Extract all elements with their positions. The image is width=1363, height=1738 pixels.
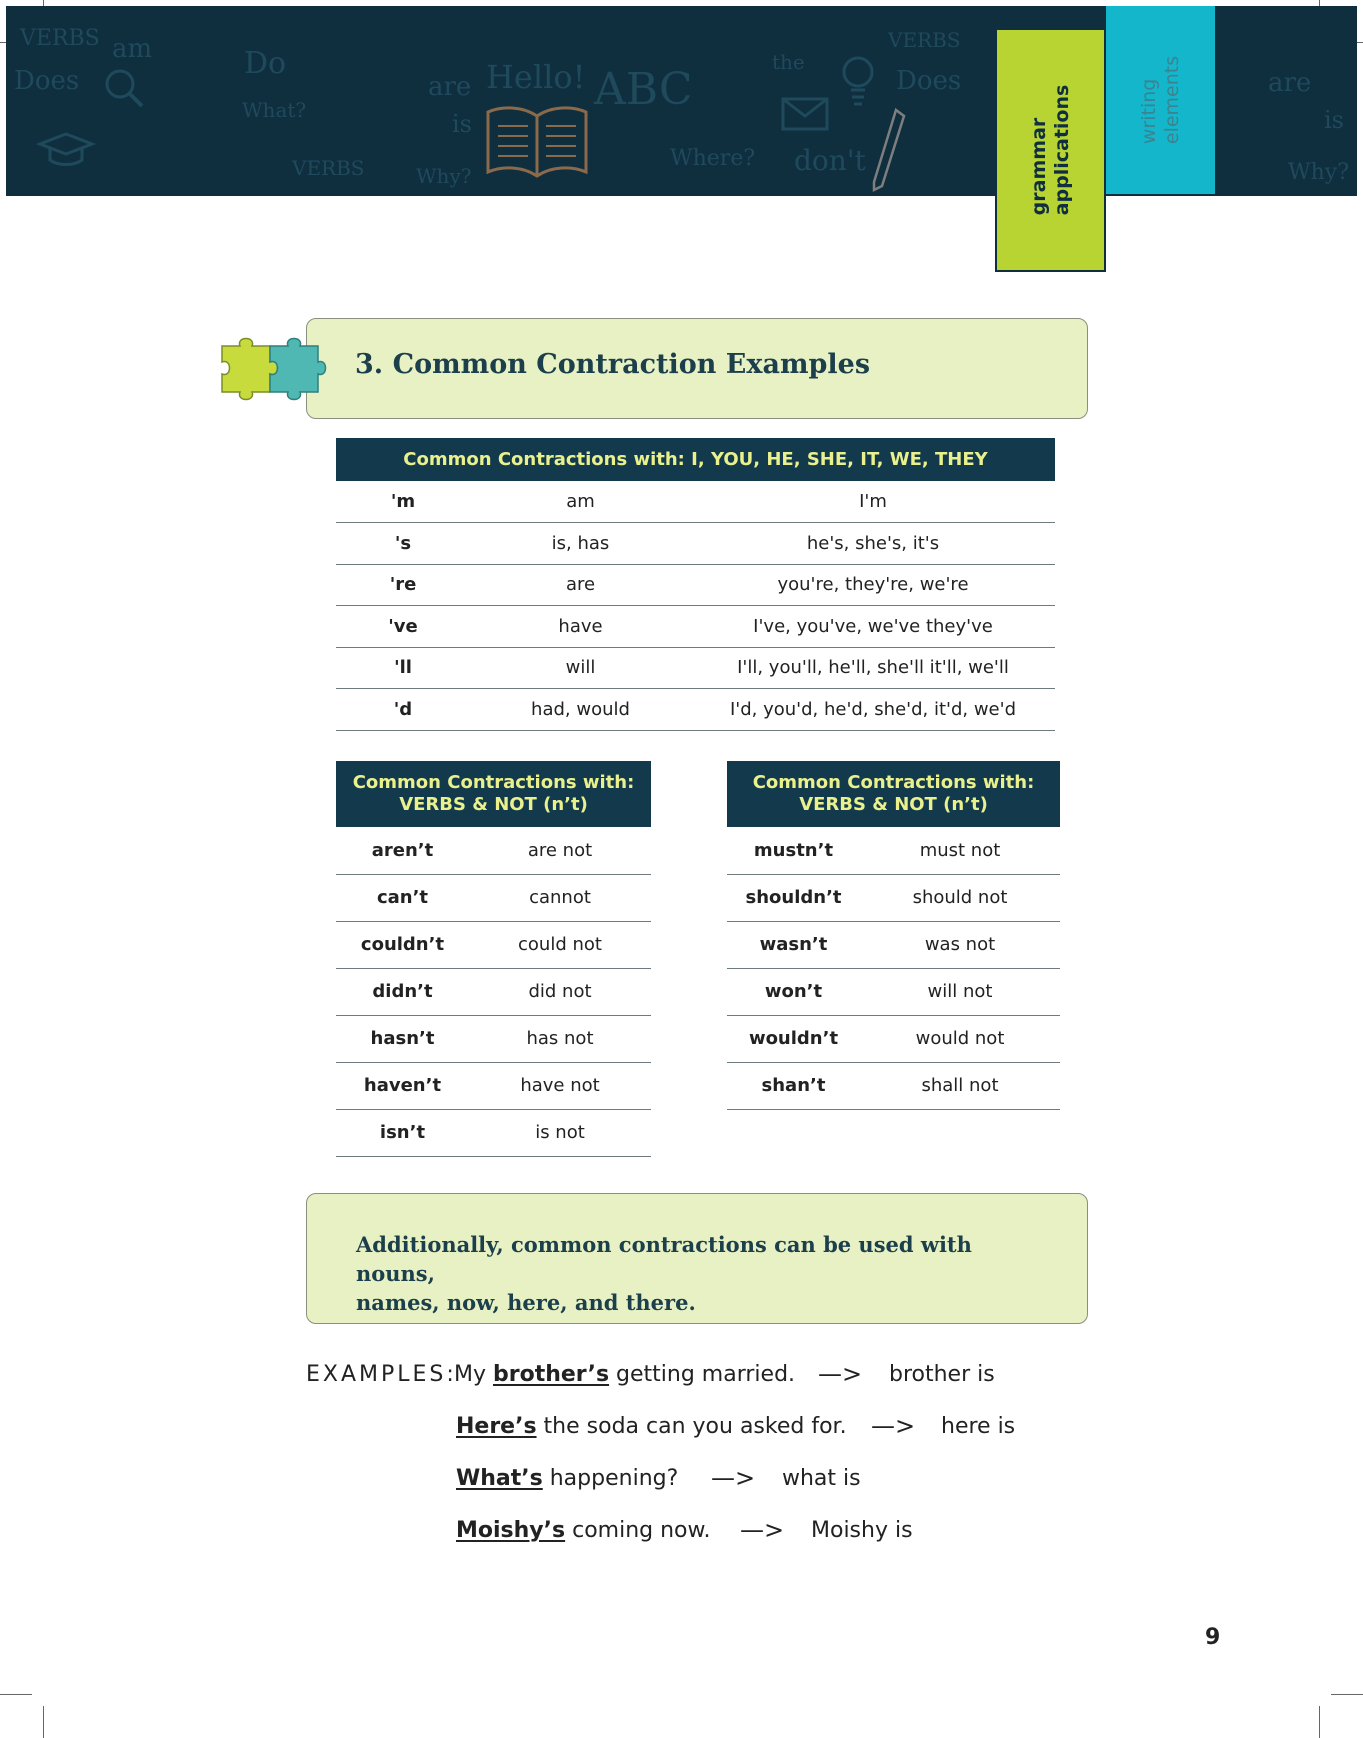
tab-writing-line1: writing (1137, 78, 1160, 145)
doodle-text: Does (896, 66, 962, 96)
section-title: 3. Common Contraction Examples (355, 349, 871, 380)
verb-contractions-table-left (336, 761, 651, 1157)
table-header: Common Contractions with: I, YOU, HE, SHE, IT, WE, THEY (336, 438, 1055, 481)
doodle-text: are (1268, 68, 1312, 98)
examples-label: EXAMPLES: (306, 1362, 457, 1387)
contraction-meaning: have (470, 606, 691, 648)
example-result: here is (941, 1414, 1016, 1439)
example-sentence (456, 1466, 678, 1491)
example-sentence (456, 1414, 847, 1439)
expansion: have not (469, 1062, 651, 1109)
expansion: could not (469, 921, 651, 968)
contraction-examples: I'd, you'd, he'd, she'd, it'd, we'd (691, 689, 1055, 731)
example-result: brother is (889, 1362, 995, 1387)
doodle-text: Why? (1288, 160, 1350, 185)
magnifier-icon (102, 66, 146, 110)
contraction-examples: you're, they're, we're (691, 564, 1055, 606)
table-row (336, 523, 1055, 565)
pencil-icon (868, 106, 908, 196)
example-sentence (454, 1362, 795, 1387)
contraction: isn’t (336, 1109, 469, 1156)
note-text (356, 1230, 1036, 1317)
crop-mark (1331, 1694, 1363, 1695)
pronoun-contractions-table (336, 438, 1055, 731)
arrow-icon: —> (711, 1464, 756, 1492)
example-post: coming now. (565, 1518, 711, 1543)
doodle-text: Why? (416, 164, 472, 188)
expansion: did not (469, 968, 651, 1015)
lightbulb-icon (838, 52, 878, 112)
expansion: would not (860, 1015, 1060, 1062)
example-contraction: What’s (456, 1466, 543, 1491)
doodle-text: Do (244, 46, 287, 81)
example-contraction: Moishy’s (456, 1518, 566, 1543)
example-post: the soda can you asked for. (536, 1414, 847, 1439)
example-contraction: Here’s (456, 1414, 537, 1439)
doodle-text: Hello! (486, 58, 586, 96)
expansion: is not (469, 1109, 651, 1156)
graduation-cap-icon (36, 130, 96, 170)
contraction: wouldn’t (727, 1015, 860, 1062)
doodle-text: are (428, 72, 472, 102)
contraction-examples: I'm (691, 481, 1055, 523)
contraction-meaning: had, would (470, 689, 691, 731)
contraction-suffix: 'm (336, 481, 470, 523)
example-result: Moishy is (811, 1518, 913, 1543)
table-row (336, 1109, 651, 1156)
expansion: was not (860, 921, 1060, 968)
expansion: should not (860, 874, 1060, 921)
expansion: cannot (469, 874, 651, 921)
example-contraction: brother’s (493, 1362, 610, 1387)
doodle-text: Does (14, 66, 80, 96)
contraction-meaning: are (470, 564, 691, 606)
contraction: haven’t (336, 1062, 469, 1109)
envelope-icon (780, 96, 830, 132)
contraction-suffix: 're (336, 564, 470, 606)
table-row (336, 481, 1055, 523)
table-row (727, 968, 1060, 1015)
doodle-text: the (772, 50, 805, 74)
table-row (727, 827, 1060, 874)
tab-writing-label (1138, 56, 1184, 144)
contraction: wasn’t (727, 921, 860, 968)
table-header (727, 761, 1060, 827)
page-number: 9 (1205, 1625, 1221, 1650)
tab-grammar-line1: grammar (1027, 117, 1050, 216)
doodle-text: is (452, 110, 472, 138)
table-row (336, 827, 651, 874)
contraction: hasn’t (336, 1015, 469, 1062)
table-row (336, 606, 1055, 648)
contraction-suffix: 've (336, 606, 470, 648)
arrow-icon: —> (740, 1516, 785, 1544)
contraction-suffix: 's (336, 523, 470, 565)
contraction: didn’t (336, 968, 469, 1015)
table-row (336, 968, 651, 1015)
doodle-text: VERBS (20, 26, 100, 51)
contraction: couldn’t (336, 921, 469, 968)
table-row (727, 874, 1060, 921)
note-line1: Additionally, common contractions can be used with nouns, (356, 1232, 972, 1286)
contraction-examples: he's, she's, it's (691, 523, 1055, 565)
tab-grammar-label (1028, 85, 1074, 216)
table-header-line1: Common Contractions with: (352, 772, 635, 793)
table-row (336, 921, 651, 968)
contraction: shouldn’t (727, 874, 860, 921)
table-header (336, 761, 651, 827)
example-post: getting married. (609, 1362, 796, 1387)
table-row (336, 689, 1055, 731)
note-callout (306, 1193, 1088, 1324)
expansion: must not (860, 827, 1060, 874)
contraction-examples: I'll, you'll, he'll, she'll it'll, we'll (691, 647, 1055, 689)
table-header-line2: VERBS & NOT (n’t) (399, 794, 588, 815)
table-row (336, 564, 1055, 606)
contraction: shan’t (727, 1062, 860, 1109)
doodle-text: VERBS (888, 28, 961, 52)
section-title-box (306, 318, 1088, 419)
doodle-text: What? (242, 98, 307, 122)
doodle-text: Where? (670, 146, 756, 171)
expansion: shall not (860, 1062, 1060, 1109)
contraction: can’t (336, 874, 469, 921)
crop-mark (1319, 1706, 1320, 1738)
doodle-text: don't (794, 144, 866, 177)
table-row (336, 874, 651, 921)
tab-grammar-applications[interactable] (995, 28, 1106, 272)
note-line2: names, now, here, and there. (356, 1290, 696, 1315)
doodle-text: ABC (594, 64, 693, 115)
contraction-meaning: will (470, 647, 691, 689)
example-result: what is (782, 1466, 861, 1491)
table-row (727, 1015, 1060, 1062)
tab-writing-elements[interactable] (1106, 6, 1215, 194)
table-header-line1: Common Contractions with: (752, 772, 1035, 793)
contraction: won’t (727, 968, 860, 1015)
contraction-suffix: 'll (336, 647, 470, 689)
table-row (336, 1062, 651, 1109)
book-icon (482, 102, 592, 182)
doodle-text: VERBS (292, 156, 365, 180)
table-row (727, 921, 1060, 968)
table-row (336, 1015, 651, 1062)
contraction: aren’t (336, 827, 469, 874)
contraction-meaning: am (470, 481, 691, 523)
example-pre: My (454, 1362, 493, 1387)
tab-grammar-line2: applications (1050, 84, 1073, 216)
expansion: has not (469, 1015, 651, 1062)
contraction-meaning: is, has (470, 523, 691, 565)
verb-contractions-table-right (727, 761, 1060, 1110)
contraction: mustn’t (727, 827, 860, 874)
example-post: happening? (542, 1466, 679, 1491)
puzzle-icon (218, 332, 330, 402)
doodle-text: am (112, 34, 153, 64)
example-sentence (456, 1518, 710, 1543)
table-header-line2: VERBS & NOT (n’t) (799, 794, 988, 815)
contraction-suffix: 'd (336, 689, 470, 731)
crop-mark (43, 1706, 44, 1738)
expansion: are not (469, 827, 651, 874)
tab-writing-line2: elements (1160, 55, 1183, 145)
crop-mark (0, 1694, 32, 1695)
expansion: will not (860, 968, 1060, 1015)
doodle-text: is (1324, 106, 1344, 134)
table-row (727, 1062, 1060, 1109)
arrow-icon: —> (871, 1412, 916, 1440)
table-row (336, 647, 1055, 689)
arrow-icon: —> (818, 1360, 863, 1388)
contraction-examples: I've, you've, we've they've (691, 606, 1055, 648)
